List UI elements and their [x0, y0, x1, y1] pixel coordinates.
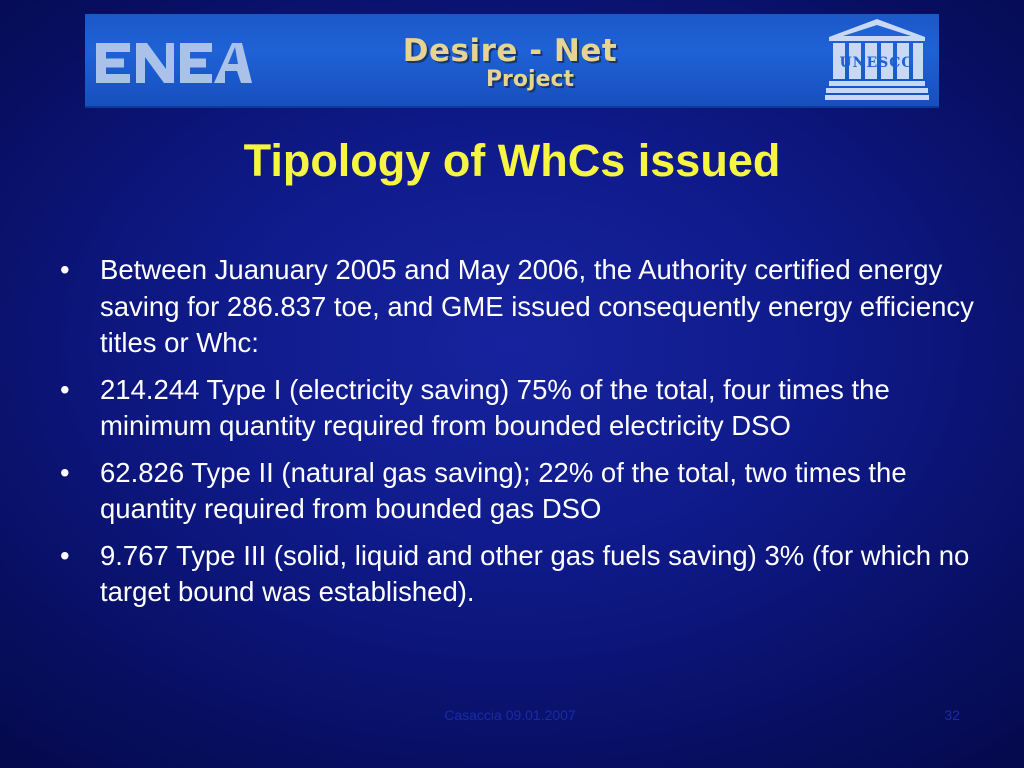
banner-title [385, 33, 635, 92]
bullet-item [56, 538, 974, 611]
bullet-dot-icon: • [60, 373, 70, 405]
slide-title: Tipology of WhCs issued [243, 135, 781, 186]
footer-date: Casaccia 09.01.2007 [444, 707, 576, 723]
bullet-item [56, 455, 974, 528]
header-banner [85, 14, 939, 108]
unesco-logo-text: UNESCO [839, 55, 915, 71]
bullet-item [56, 372, 974, 445]
banner-title-line1: Desire - Net [402, 33, 618, 69]
bullet-list [56, 252, 974, 621]
bullet-text: Between Juanuary 2005 and May 2006, the Authority certified energy saving for 286.837 toe, and GME issued consequently energy efficiency titles or Whc: [100, 254, 974, 358]
unesco-temple-logo [825, 17, 929, 103]
bullet-item [56, 252, 974, 362]
banner-title-line2: Project [485, 67, 575, 92]
bullet-text: 9.767 Type III (solid, liquid and other gas fuels saving) 3% (for which no target bound was established). [100, 539, 970, 607]
bullet-text: 62.826 Type II (natural gas saving); 22% of the total, two times the quantity required from bounded gas DSO [100, 456, 907, 524]
enea-logo [94, 41, 254, 85]
bullet-dot-icon: • [60, 456, 70, 488]
bullet-dot-icon: • [60, 254, 70, 285]
page-number: 32 [944, 707, 960, 723]
bullet-dot-icon: • [60, 539, 70, 571]
bullet-text: 214.244 Type I (electricity saving) 75% of the total, four times the minimum quantity required from bounded electricity DSO [100, 373, 890, 441]
